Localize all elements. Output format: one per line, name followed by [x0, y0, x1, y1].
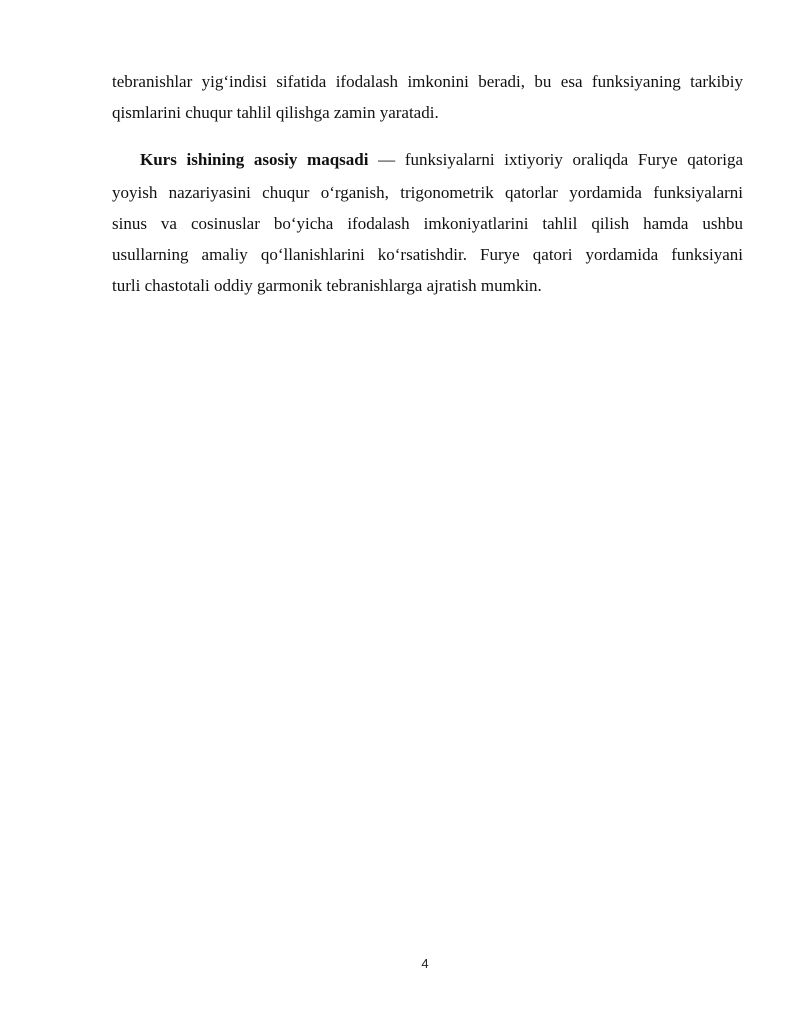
text-line: usullarning amaliy qo‘llanishlarini ko‘rsatishdir. Furye qatori yordamida funksiyani: [112, 245, 743, 264]
text-line: turli chastotali oddiy garmonik tebranishlarga ajratish mumkin.: [112, 276, 542, 295]
text-line: qismlarini chuqur tahlil qilishga zamin yaratadi.: [112, 103, 439, 122]
text-line: tebranishlar yig‘indisi sifatida ifodalash imkonini beradi, bu esa funksiyaning tarkibiy: [112, 72, 743, 91]
text-line: [140, 150, 743, 170]
page-number: 4: [421, 956, 429, 971]
bold-lead-phrase: Kurs ishining asosiy maqsadi: [140, 150, 369, 169]
text-line: yoyish nazariyasini chuqur o‘rganish, trigonometrik qatorlar yordamida funksiyalarni: [112, 183, 743, 202]
text-run: — funksiyalarni ixtiyoriy oraliqda Furye qatoriga: [368, 150, 743, 169]
text-line: sinus va cosinuslar bo‘yicha ifodalash imkoniyatlarini tahlil qilish hamda ushbu: [112, 214, 743, 233]
